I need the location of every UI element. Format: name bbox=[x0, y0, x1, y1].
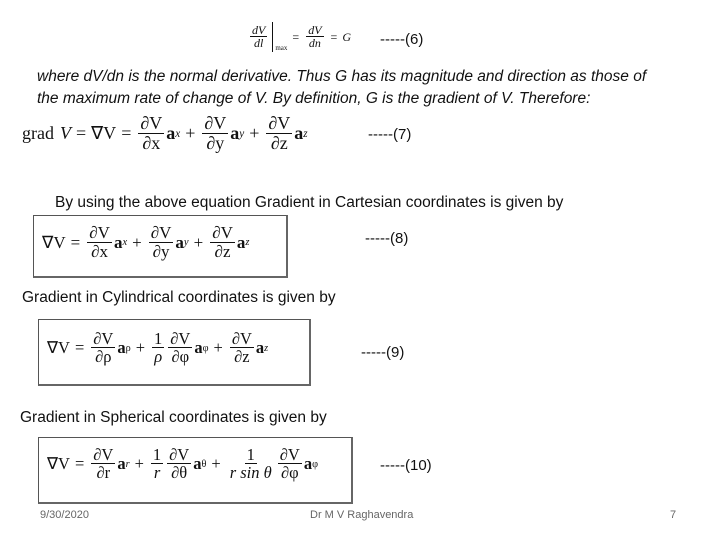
eq10-one-2: 1 bbox=[246, 445, 255, 464]
eq9-dv-3: ∂V bbox=[231, 329, 252, 348]
eq6-result: G bbox=[342, 29, 351, 44]
eq10-one-1: 1 bbox=[152, 445, 162, 464]
cylindrical-label: Gradient in Cylindrical coordinates is given by bbox=[22, 289, 336, 306]
footer-author: Dr M V Raghavendra bbox=[310, 509, 414, 521]
eq6-eval-sub: max bbox=[275, 44, 288, 52]
eq8-dz: ∂z bbox=[214, 241, 231, 261]
eq9-az: a bbox=[255, 338, 265, 358]
equation-9-box: ∇V = $\frac{\partial V}{\partial\rho}$ a ρ + $\frac{1}{\rho}$ $\frac{\partial V}{\partial\varphi}$ a φ + $\frac{\partial V}{\partial z}$ a z bbox=[38, 319, 311, 386]
eq7-dv-2: ∂V bbox=[204, 113, 227, 133]
eq7-v: V bbox=[59, 123, 71, 144]
eq7-ax-sub: x bbox=[175, 127, 181, 140]
eq10-dtheta: ∂θ bbox=[171, 463, 188, 483]
eq7-grad: grad bbox=[22, 123, 54, 144]
eq7-dx: ∂x bbox=[142, 132, 161, 153]
eq8-dv-2: ∂V bbox=[150, 223, 172, 242]
eq8-ay: a bbox=[175, 232, 184, 252]
equation-6: $\frac{dV}{dl}$ max = $\frac{dV}{dn}$ = G bbox=[252, 22, 351, 52]
eq6-number: -----(6) bbox=[380, 31, 424, 48]
eq7-equals: = bbox=[121, 123, 132, 144]
eq8-nabla: ∇V bbox=[42, 232, 66, 252]
eq6-eval-bar bbox=[272, 22, 273, 52]
eq7-az: a bbox=[294, 123, 304, 144]
eq9-dz: ∂z bbox=[234, 347, 250, 367]
eq6-rhs-num: dV bbox=[308, 22, 322, 37]
eq8-dx: ∂x bbox=[91, 241, 109, 261]
eq7-dv-3: ∂V bbox=[268, 113, 291, 133]
eq9-nabla: ∇V bbox=[47, 338, 70, 358]
eq9-drho: ∂ρ bbox=[95, 347, 112, 367]
spherical-label: Gradient in Spherical coordinates is given by bbox=[20, 409, 327, 426]
eq8-az-sub: z bbox=[245, 237, 250, 249]
eq10-dv-3: ∂V bbox=[279, 445, 300, 464]
eq7-dy: ∂y bbox=[206, 132, 225, 153]
eq7-ay: a bbox=[230, 123, 240, 144]
eq10-r: r bbox=[153, 463, 161, 483]
eq10-ar: a bbox=[117, 454, 126, 474]
eq9-number: -----(9) bbox=[361, 344, 405, 361]
eq7-nabla: ∇V bbox=[91, 123, 117, 144]
eq9-one: 1 bbox=[154, 329, 163, 348]
eq7-ax: a bbox=[166, 123, 176, 144]
eq8-ay-sub: y bbox=[183, 237, 189, 249]
footer-page-number: 7 bbox=[670, 509, 677, 521]
eq7-ay-sub: y bbox=[239, 127, 245, 140]
eq9-az-sub: z bbox=[264, 342, 269, 354]
cartesian-label: By using the above equation Gradient in Cartesian coordinates is given by bbox=[55, 194, 564, 211]
footer-date: 9/30/2020 bbox=[40, 509, 89, 521]
eq6-lhs-num: dV bbox=[252, 22, 266, 37]
eq10-dr: ∂r bbox=[96, 463, 111, 483]
eq10-aphi-sub: φ bbox=[312, 458, 318, 470]
eq7-number: -----(7) bbox=[368, 126, 412, 143]
eq10-dv-1: ∂V bbox=[93, 445, 114, 464]
eq8-ax-sub: x bbox=[122, 237, 128, 249]
equation-8-box: ∇V = $\frac{\partial V}{\partial x}$ a x + $\frac{\partial V}{\partial y}$ a y + $\frac{\partial V}{\partial z}$ a z bbox=[33, 215, 288, 278]
eq10-ar-sub: r bbox=[125, 458, 130, 470]
equation-7: grad V = ∇V = $\frac{\partial V}{\partial x}$ a x + $\frac{\partial V}{\partial y}$ a y + $\frac{\partial V}{\partial z}$ a z bbox=[22, 113, 308, 153]
eq10-aphi: a bbox=[303, 454, 313, 474]
eq6-rhs-den: dn bbox=[308, 36, 321, 51]
eq10-dphi: ∂φ bbox=[280, 463, 299, 483]
eq7-dz: ∂z bbox=[270, 132, 288, 153]
eq8-number: -----(8) bbox=[365, 230, 409, 247]
eq6-lhs-den: dl bbox=[254, 36, 264, 51]
eq9-dv-2: ∂V bbox=[170, 329, 191, 348]
eq9-aphi-sub: φ bbox=[202, 342, 209, 354]
eq7-az-sub: z bbox=[303, 127, 308, 140]
eq9-dphi: ∂φ bbox=[171, 347, 190, 367]
eq9-aphi: a bbox=[194, 338, 203, 358]
eq9-dv-1: ∂V bbox=[93, 329, 114, 348]
para1-line2: the maximum rate of change of V. By definition, G is the gradient of V. Therefore: bbox=[37, 90, 591, 107]
eq10-nabla: ∇V bbox=[47, 454, 70, 474]
eq10-rsin: r sin θ bbox=[229, 463, 272, 483]
equation-10-box: ∇V = $\frac{\partial V}{\partial r}$ a r + $\frac{1}{r}$ $\frac{\partial V}{\partial\theta}$ a θ + $\frac{1}{\text{r sin θ}}$ $\frac{\partial V}{\partial\varphi}$ a φ bbox=[38, 437, 353, 504]
eq10-atheta: a bbox=[193, 454, 202, 474]
eq10-atheta-sub: θ bbox=[201, 458, 207, 470]
eq6-lhs-fraction bbox=[250, 24, 267, 51]
eq8-ax: a bbox=[113, 232, 123, 252]
eq10-dv-2: ∂V bbox=[169, 445, 190, 464]
eq9-arho: a bbox=[117, 338, 126, 358]
eq8-dy: ∂y bbox=[152, 241, 170, 261]
eq8-dv-1: ∂V bbox=[89, 223, 110, 242]
para1-line1: where dV/dn is the normal derivative. Thus G has its magnitude and direction as those of bbox=[37, 68, 647, 85]
eq8-az: a bbox=[236, 232, 246, 252]
eq8-dv-3: ∂V bbox=[212, 223, 233, 242]
eq7-dv-1: ∂V bbox=[140, 113, 163, 133]
eq10-number: -----(10) bbox=[380, 457, 432, 474]
eq9-rho: ρ bbox=[154, 347, 163, 367]
eq6-equals: = bbox=[292, 29, 300, 44]
eq6-rhs-fraction bbox=[306, 24, 323, 51]
eq9-arho-sub: ρ bbox=[125, 342, 131, 354]
